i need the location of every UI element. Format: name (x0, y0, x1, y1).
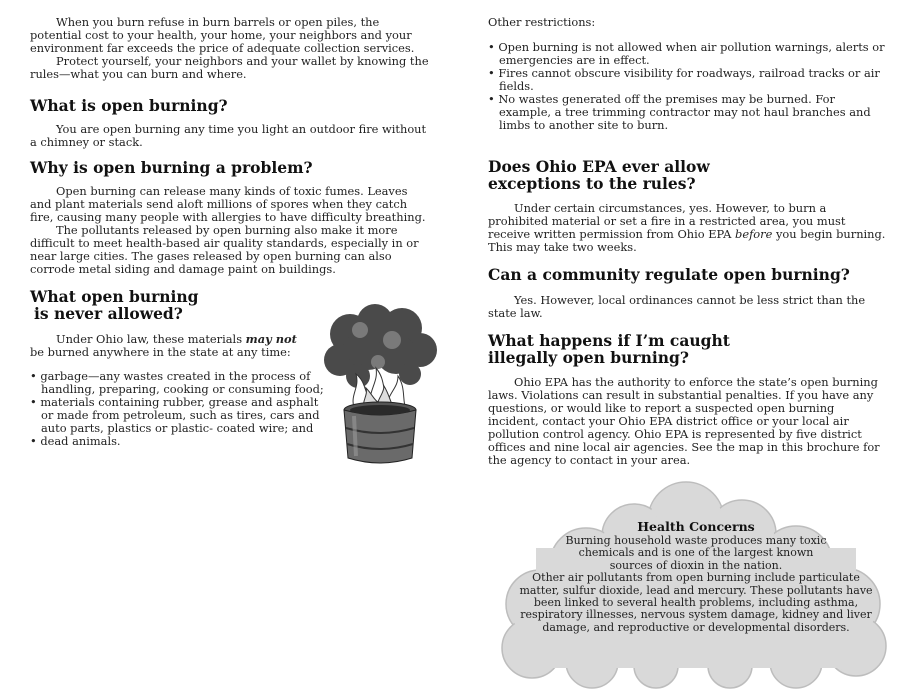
ohio-law-emphasis: may not (245, 332, 297, 346)
heading-never-allowed-line1: What open burning (30, 287, 199, 306)
paragraph-community: Yes. However, local ordinances cannot be less strict than the state law. (488, 293, 866, 320)
exceptions-emphasis: before (735, 227, 773, 241)
heading-caught-line2: illegally open burning? (488, 348, 689, 367)
list-item: • No wastes generated off the premises may be burned. For example, a tree trimming contractor may not haul branches and limbs to another site to burn. (488, 93, 888, 132)
heading-caught (488, 332, 888, 366)
paragraph-definition: You are open burning any time you light an outdoor fire without a chimney or stack. (30, 122, 427, 149)
list-item: • Open burning is not allowed when air pollution warnings, alerts or emergencies are in effect. (488, 41, 888, 67)
barrel (344, 402, 416, 463)
heading-why-problem: Why is open burning a problem? (30, 158, 313, 177)
health-concerns-text (516, 520, 876, 634)
list-item: • dead animals. (30, 435, 332, 448)
other-restrictions-label: Other restrictions: (488, 15, 596, 29)
list-item: • Fires cannot obscure visibility for roadways, railroad tracks or air fields. (488, 67, 888, 93)
health-concerns-title: Health Concerns (637, 519, 755, 534)
list-item: • materials containing rubber, grease and asphalt or made from petroleum, such as tires, cars and auto parts, plastics or plastic- coated wire; and (30, 396, 332, 435)
paragraph-exceptions (488, 202, 888, 254)
health-concerns-paragraph-1: Burning household waste produces many toxic chemicals and is one of the largest known sources of dioxin in the nation. (565, 534, 827, 572)
ohio-law-text-post: be burned anywhere in the state at any time: (30, 345, 291, 359)
heading-exceptions (488, 158, 888, 192)
health-concerns-paragraph-2: Other air pollutants from open burning include particulate matter, sulfur dioxide, lead and mercury. These pollutants have been linked to several health problems, including asthma, respiratory illnesses, nervous system damage, kidney and liver damage, and reproductive or developmental disorders. (519, 571, 873, 634)
heading-community-regulate: Can a community regulate open burning? (488, 265, 850, 284)
heading-exceptions-line2: exceptions to the rules? (488, 174, 696, 193)
paragraph-ohio-law (30, 333, 312, 359)
prohibited-materials-list (30, 370, 332, 448)
heading-never-allowed-line2: is never allowed? (34, 304, 183, 323)
exceptions-text-post: you begin burning. This may take two weeks. (488, 227, 886, 254)
exceptions-text-pre: Under certain circumstances, yes. However, to burn a prohibited material or set a fire in a restricted area, you must receive written permission from Ohio EPA (488, 201, 846, 241)
heading-exceptions-line1: Does Ohio EPA ever allow (488, 157, 710, 176)
intro-paragraph-2: Protect yourself, your neighbors and your wallet by knowing the rules—what you can burn and where. (30, 54, 429, 81)
health-concerns-callout (496, 478, 890, 690)
ohio-law-text-pre: Under Ohio law, these materials (56, 332, 243, 346)
right-column (488, 16, 888, 467)
paragraph-toxic-fumes: Open burning can release many kinds of toxic fumes. Leaves and plant materials send aloft millions of spores when they catch fire, causing many people with allergies to have difficulty breathing. (30, 184, 426, 224)
paragraph-pollutants: The pollutants released by open burning also make it more difficult to meet health-based air quality standards, especially in or near large cities. The gases released by open burning can also corrode metal siding and damage paint on buildings. (30, 223, 419, 276)
heading-what-is-open-burning: What is open burning? (30, 96, 228, 115)
intro-paragraph: When you burn refuse in burn barrels or open piles, the potential cost to your health, your home, your neighbors and your environment far exceeds the price of adequate collection services. (30, 15, 415, 55)
burn-barrel-illustration (320, 302, 442, 468)
paragraph-enforcement: Ohio EPA has the authority to enforce the state’s open burning laws. Violations can result in substantial penalties. If you have any questions, or would like to report a suspected open burning incident, contact your Ohio EPA district office or your local air pollution control agency. Ohio EPA is represented by five district offices and nine local air agencies. See the map in this brochure for the agency to contact in your area. (488, 375, 880, 467)
restrictions-list (488, 41, 888, 132)
heading-caught-line1: What happens if I’m caught (488, 331, 730, 350)
list-item: • garbage—any wastes created in the process of handling, preparing, cooking or consuming food; (30, 370, 332, 396)
